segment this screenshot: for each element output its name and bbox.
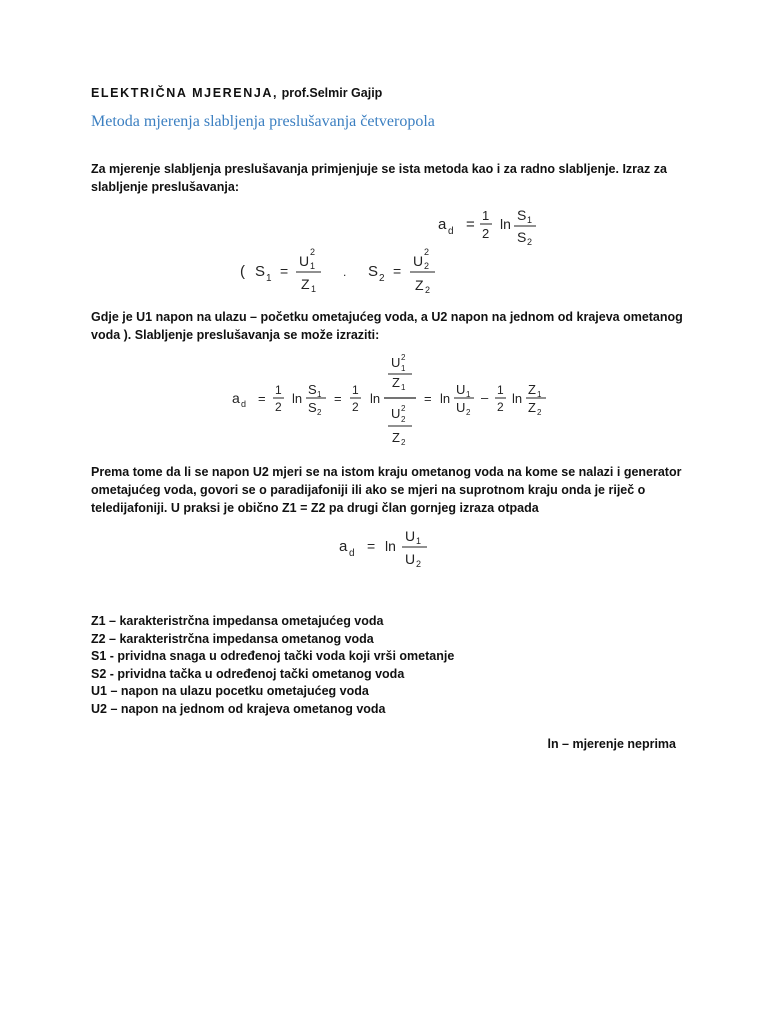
formula-expansion (230, 352, 550, 454)
author-name: prof.Selmir Gajip (281, 86, 383, 100)
f3-one-a: 1 (275, 383, 282, 397)
f2-s2-sub: 2 (379, 273, 385, 284)
formula-apparent-power (235, 240, 455, 298)
f2-s1: S (255, 263, 266, 280)
f1-s-num-sub: 1 (527, 215, 533, 225)
f2-eq2: = (393, 263, 402, 279)
f1-s-den-sub: 2 (527, 237, 533, 247)
f3-u2-sub: 2 (401, 415, 406, 424)
f3-u2b: U (456, 400, 466, 415)
f3-z1b-sub: 1 (537, 390, 542, 399)
list-item: S1 - prividna snaga u određenoj tački voda koji vrši ometanje (91, 649, 455, 664)
f3-u1-sq: 2 (401, 353, 406, 362)
list-item: Z1 – karakteristrčna impedansa ometajućeg voda (91, 614, 384, 628)
definition-list (91, 613, 454, 719)
f2-u2-sub: 2 (424, 261, 430, 271)
f3-eq3: = (424, 391, 432, 406)
f3-z2-sub: 2 (401, 438, 406, 447)
f3-u1b: U (456, 382, 466, 397)
f4-d: d (349, 548, 355, 559)
f3-eq2: = (334, 391, 342, 406)
paragraph-intro (91, 160, 691, 196)
f4-u2-sub: 2 (416, 559, 422, 569)
f3-z2: Z (392, 430, 400, 445)
f2-s2: S (368, 263, 379, 280)
f1-ln: ln (500, 216, 511, 232)
f2-u1-sq: 2 (310, 247, 316, 257)
f1-two: 2 (482, 226, 490, 241)
f3-s1: S (308, 382, 317, 397)
paragraph-definition (91, 308, 691, 344)
f4-eq: = (367, 538, 376, 554)
f2-z1: Z (301, 276, 310, 292)
f2-paren: ( (240, 263, 245, 280)
f4-a: a (339, 538, 348, 555)
f3-two-c: 2 (497, 400, 504, 414)
f3-two-a: 2 (275, 400, 282, 414)
f2-u2-sq: 2 (424, 247, 430, 257)
f1-eq: = (466, 216, 475, 233)
f3-minus: – (481, 390, 489, 405)
f4-u2: U (405, 551, 416, 567)
f3-u2-sq: 2 (401, 404, 406, 413)
f3-ln-a: ln (292, 391, 303, 406)
f3-z2b-sub: 2 (537, 408, 542, 417)
paragraph-intro-text: Za mjerenje slabljenja preslušavanja primjenjuje se ista metoda kao i za radno slabljenje. Izraz za slabljenje preslušavanja: (91, 162, 667, 194)
f3-z2b: Z (528, 400, 536, 415)
f3-ln-d: ln (512, 391, 523, 406)
f3-u1: U (391, 355, 401, 370)
f1-s-den: S (517, 229, 527, 245)
list-item: Z2 – karakteristrčna impedansa ometanog voda (91, 631, 374, 646)
f2-u1: U (299, 253, 310, 269)
f3-u1b-sub: 1 (466, 390, 471, 399)
f3-s2-sub: 2 (317, 408, 322, 417)
paragraph-definition-text: Gdje je U1 napon na ulazu – početku ometajućeg voda, a U2 napon na jednom od krajeva ometanog voda ). Slabljenje preslušavanja se može izraziti: (91, 310, 683, 342)
f1-s-num: S (517, 207, 527, 223)
f2-s1-sub: 1 (266, 273, 272, 284)
paragraph-explanation-text: Prema tome da li se napon U2 mjeri se na istom kraju ometanog voda na kome se nalazi i generator ometajućeg voda, govori se o paradijafoniji ili ako se mjeri na suprotnom kraju onda je riječ o teledijafoniji. U praksi je obično Z1 = Z2 pa drugi član gornjeg izraza otpada (91, 465, 682, 515)
f2-z1-sub: 1 (311, 284, 317, 294)
f3-z1: Z (392, 375, 400, 390)
f3-eq1: = (258, 391, 266, 406)
list-item: U1 – napon na ulazu pocetku ometajućeg voda (91, 684, 369, 699)
f3-one-b: 1 (352, 383, 359, 397)
f2-z2-sub: 2 (425, 285, 431, 295)
f2-eq1: = (280, 263, 289, 279)
f3-z1-sub: 1 (401, 383, 406, 392)
f3-u2: U (391, 406, 401, 421)
f3-one-c: 1 (497, 383, 504, 397)
f2-u1-sub: 1 (310, 261, 316, 271)
f2-z2: Z (415, 277, 424, 293)
f4-u1-sub: 1 (416, 536, 422, 546)
f1-d: d (448, 226, 454, 237)
f2-u2: U (413, 253, 424, 269)
footnote: ln – mjerenje neprima (547, 737, 676, 751)
formula-simplified (335, 525, 445, 573)
f3-z1b: Z (528, 382, 536, 397)
f4-ln: ln (385, 538, 396, 554)
document-header (91, 86, 382, 100)
list-item: U2 – napon na jednom od krajeva ometanog voda (91, 701, 386, 716)
f3-ln-b: ln (370, 391, 381, 406)
f3-d: d (241, 399, 247, 409)
f3-a: a (232, 390, 240, 406)
f3-u2b-sub: 2 (466, 408, 471, 417)
f1-one: 1 (482, 208, 490, 223)
list-item: S2 - prividna tačka u određenoj tački ometanog voda (91, 666, 405, 681)
f3-two-b: 2 (352, 400, 359, 414)
f4-u1: U (405, 528, 416, 544)
f3-s2: S (308, 400, 317, 415)
f3-s1-sub: 1 (317, 390, 322, 399)
f3-ln-c: ln (440, 391, 451, 406)
f1-a: a (438, 216, 447, 233)
paragraph-explanation (91, 463, 691, 517)
section-title: Metoda mjerenja slabljenja preslušavanja četveropola (91, 113, 435, 130)
course-title: ELEKTRIČNA MJERENJA, (91, 86, 279, 100)
f3-u1-sub: 1 (401, 364, 406, 373)
f2-sep: . (343, 265, 347, 279)
